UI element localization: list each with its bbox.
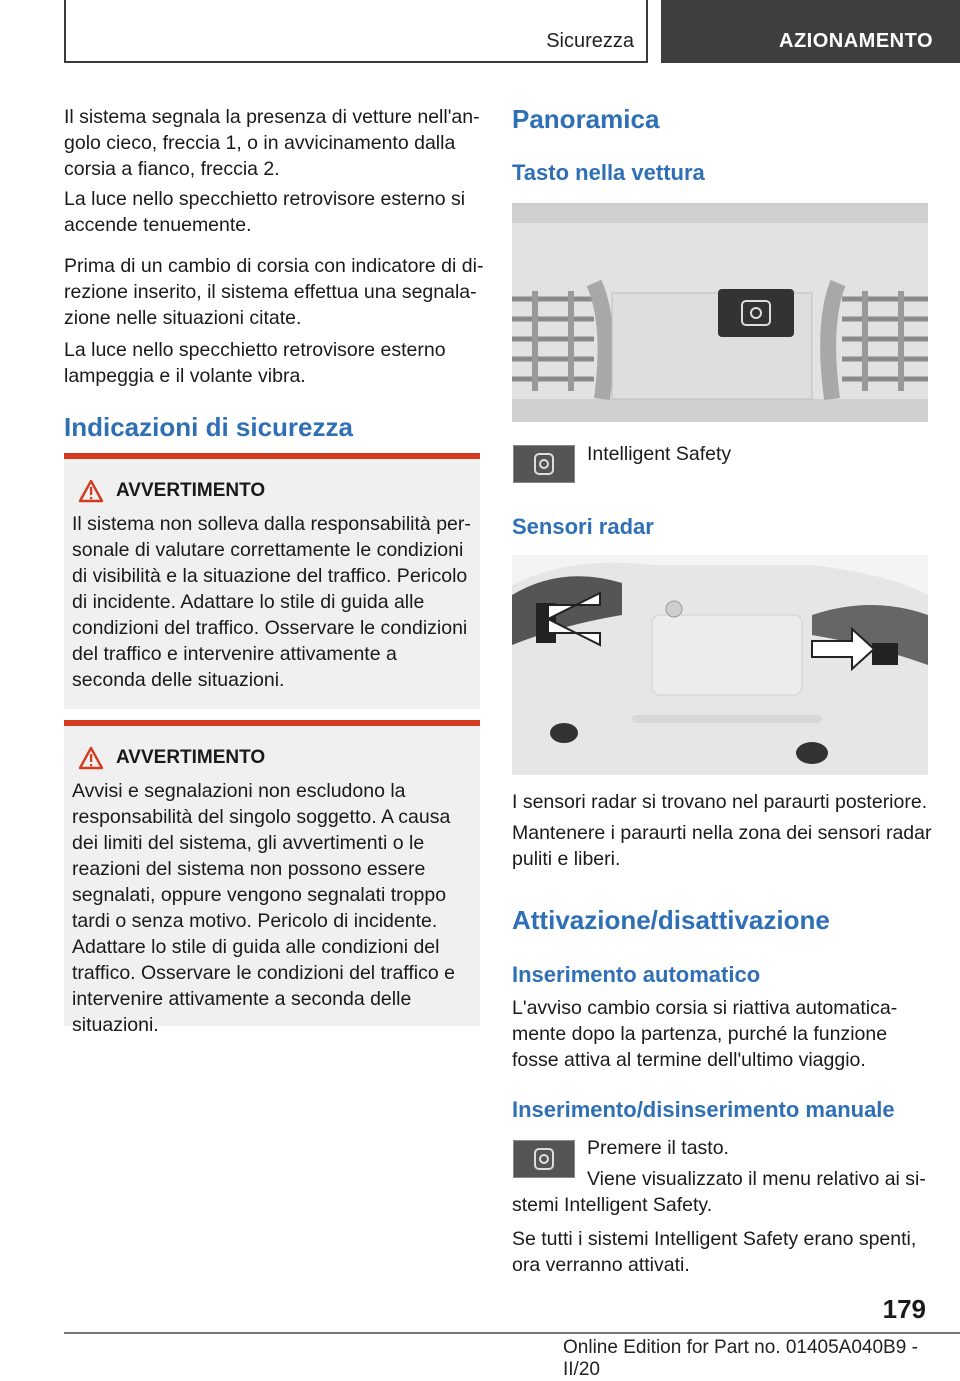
paragraph: La luce nello specchietto retrovisore esterno lampeggia e il volante vibra. <box>64 339 446 387</box>
header-chapter-tab <box>661 0 960 63</box>
subsection-heading: Tasto nella vettura <box>512 160 705 185</box>
warning-box <box>64 720 480 1036</box>
warning-text: Avvisi e segnalazioni non escludono la responsabilità del singolo soggetto. A causa dei limiti del sistema, gli avvertimenti o le reazioni del sistema non possono essere segnalati, oppure vengono segnalati troppo tardi o senza motivo. Pericolo di incidente. Adattare lo stile di guida alle condizioni del traffico. Osservare le condizioni del traffico e intervenire attivamente a seconda delle situazioni. <box>72 780 455 1036</box>
warning-title: AVVERTIMENTO <box>116 480 266 501</box>
paragraph: I sensori radar si trovano nel paraurti posteriore. <box>512 791 928 813</box>
dashboard-button-photo <box>512 203 928 422</box>
paragraph: La luce nello specchietto retrovisore esterno si accende tenuemente. <box>64 188 466 236</box>
warning-box <box>64 453 480 709</box>
warning-triangle-icon <box>78 746 104 770</box>
paragraph: Prima di un cambio di corsia con indicatore di direzione inserito, il sistema effettua una segnalazione nelle situazioni citate. <box>64 255 484 329</box>
section-title: Sicurezza <box>546 30 634 52</box>
subsection-heading: Inserimento/disinserimento manuale <box>512 1097 895 1122</box>
radar-sensors-photo <box>512 555 928 775</box>
warning-title: AVVERTIMENTO <box>116 747 266 768</box>
footer-divider <box>64 1332 960 1334</box>
page-number: 179 <box>882 1294 926 1324</box>
chapter-title: AZIONAMENTO <box>779 30 934 52</box>
header-section-tab <box>64 0 648 63</box>
warning-triangle-icon <box>78 479 104 503</box>
warning-text: Il sistema non solleva dalla responsabilità personale di valutare correttamente le condizioni di visibilità e la situazione del traffico. Pericolo di incidente. Adattare lo stile di guida alle condizioni del traffico. Osservare le condizioni del traffico e intervenire attivamente a seconda delle situazioni. <box>72 513 471 691</box>
paragraph: Il sistema segnala la presenza di vetture nell'angolo cieco, freccia 1, o in avvicinamento dalla corsia a fianco, freccia 2. <box>64 106 480 180</box>
intelligent-safety-button-icon <box>513 445 575 483</box>
paragraph: Viene visualizzato il menu relativo ai sistemi Intelligent Safety. <box>512 1168 926 1216</box>
paragraph: Mantenere i paraurti nella zona dei sensori radar puliti e liberi. <box>512 822 932 870</box>
section-heading: Panoramica <box>512 104 660 134</box>
button-label: Intelligent Safety <box>587 443 732 465</box>
paragraph: Se tutti i sistemi Intelligent Safety erano spenti, ora verranno attivati. <box>512 1228 917 1276</box>
section-heading: Attivazione/disattivazione <box>512 905 830 935</box>
footer-edition: Online Edition for Part no. 01405A040B9 - II/20 <box>563 1337 918 1380</box>
subsection-heading: Inserimento automatico <box>512 962 761 987</box>
paragraph: L'avviso cambio corsia si riattiva automaticamente dopo la partenza, purché la funzione fosse attiva al termine dell'ultimo viaggio. <box>512 997 898 1071</box>
section-heading: Indicazioni di sicurezza <box>64 412 353 442</box>
paragraph: Premere il tasto. <box>587 1137 729 1159</box>
subsection-heading: Sensori radar <box>512 514 654 539</box>
